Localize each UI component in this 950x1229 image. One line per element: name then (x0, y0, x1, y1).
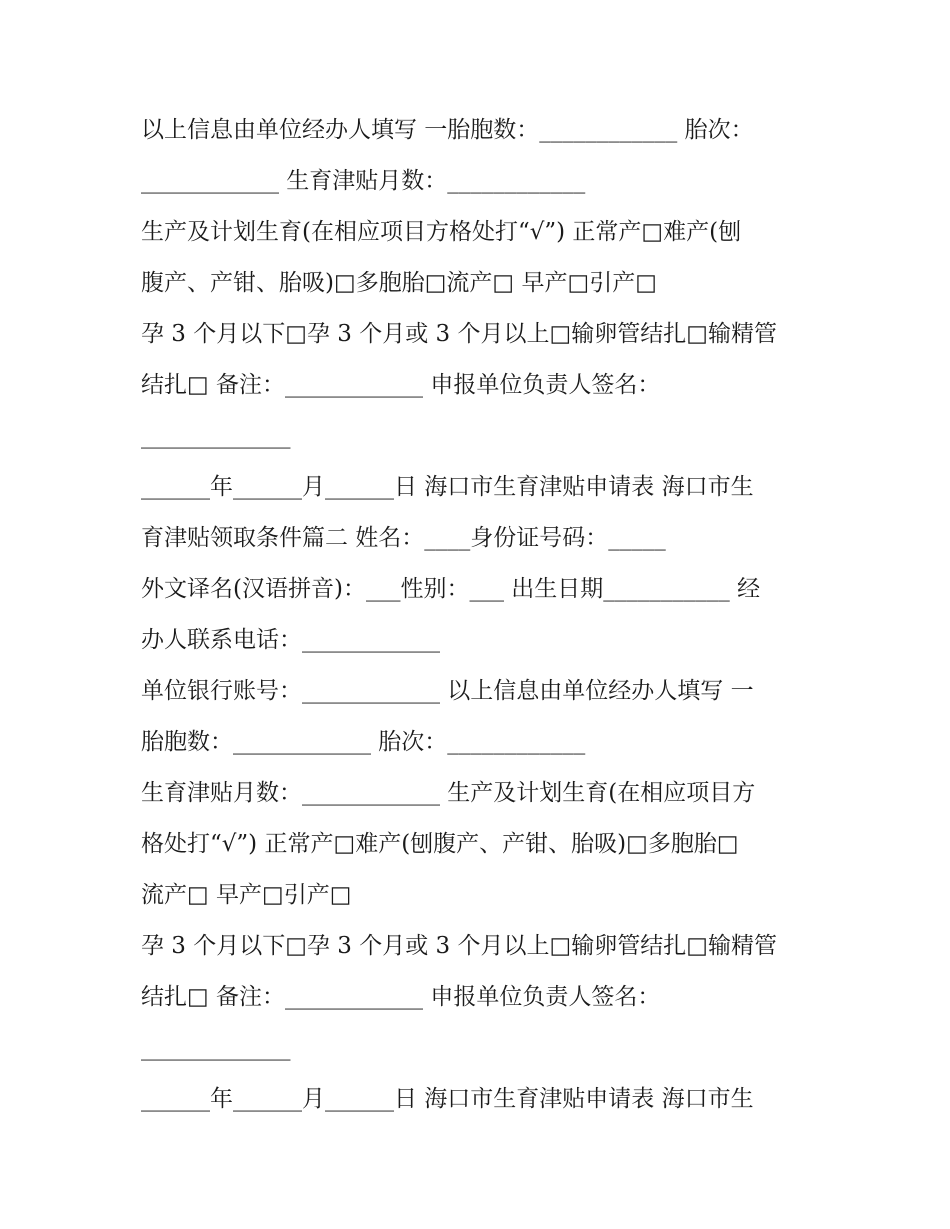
text-line: 育津贴领取条件篇二 姓名：____身份证号码：_____ (141, 525, 666, 551)
text-line: 外文译名(汉语拼音)：___性别：___ 出生日期___________ 经 (141, 576, 761, 602)
text-line: 流产□ 早产□引产□ (141, 882, 352, 908)
text-line: 生产及计划生育(在相应项目方格处打“√”) 正常产□难产(刨 (141, 219, 742, 245)
text-line: ____________ 生育津贴月数：____________ (141, 168, 586, 194)
text-line: ______年______月______日 海口市生育津贴申请表 海口市生 (141, 474, 754, 500)
document-body (141, 111, 809, 1131)
text-line: 格处打“√”) 正常产□难产(刨腹产、产钳、胎吸)□多胞胎□ (141, 831, 739, 857)
text-line: _____________ (141, 423, 291, 449)
text-line: 腹产、产钳、胎吸)□多胞胎□流产□ 早产□引产□ (141, 270, 657, 296)
text-line: ______年______月______日 海口市生育津贴申请表 海口市生 (141, 1086, 754, 1112)
text-line: _____________ (141, 1035, 291, 1061)
text-line: 胎胞数：____________ 胎次：____________ (141, 729, 586, 755)
text-line: 孕 3 个月以下□孕 3 个月或 3 个月以上□输卵管结扎□输精管 (141, 933, 777, 959)
text-line: 结扎□ 备注：____________ 申报单位负责人签名： (141, 984, 661, 1010)
text-line: 单位银行账号：____________ 以上信息由单位经办人填写 一 (141, 678, 754, 704)
text-line: 孕 3 个月以下□孕 3 个月或 3 个月以上□输卵管结扎□输精管 (141, 321, 777, 347)
text-line: 以上信息由单位经办人填写 一胎胞数：____________ 胎次： (141, 117, 754, 143)
text-line: 结扎□ 备注：____________ 申报单位负责人签名： (141, 372, 661, 398)
text-line: 生育津贴月数：____________ 生产及计划生育(在相应项目方 (141, 780, 756, 806)
text-line: 办人联系电话：____________ (141, 627, 440, 653)
